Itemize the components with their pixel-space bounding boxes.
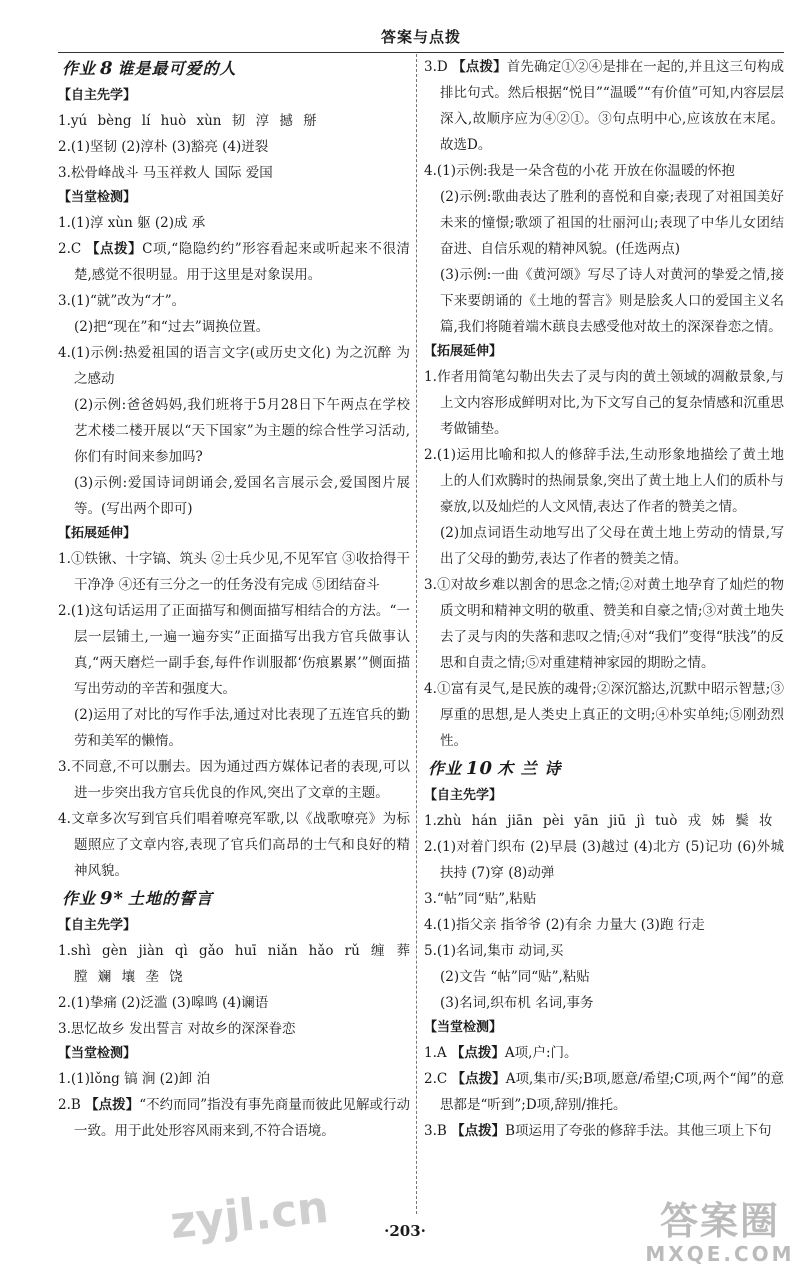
answer-line: 2.B 【点拨】“不约而同”指没有事先商量而彼此见解或行动一致。用于此处形容风雨来到,不符合语境。 (58, 1097, 410, 1139)
answer-line: (2)示例:爸爸妈妈,我们班将于5月28日下午两点在学校艺术楼二楼开展以“天下国家”为主题的综合性学习活动,你们有时间来参加吗? (74, 397, 410, 465)
answer-line: 2.(1)运用比喻和拟人的修辞手法,生动形象地描绘了黄土地上的人们欢腾时的热闹景象,突出了黄土地上人们的质朴与豪放,以及灿烂的人文风情,表达了作者的赞美之情。 (424, 447, 784, 515)
answer-line: (2)示例:歌曲表达了胜利的喜悦和自豪;表现了对祖国美好未来的憧憬;歌颂了祖国的壮丽河山;表现了中华儿女团结奋进、自信乐观的精神风貌。(任选两点) (440, 189, 784, 257)
section-heading: 【自主先学】 (58, 918, 137, 933)
answer-line: 1.yú bèng lí huò xùn 韧 淳 撼 掰 (58, 113, 317, 129)
answer-line: 1.zhù hán jiān pèi yān jiū jì tuò 戎 姊 鬓 妆 (424, 813, 773, 829)
section-heading: 【当堂检测】 (58, 1046, 137, 1061)
section-heading: 【自主先学】 (58, 88, 137, 103)
homework-9-title (62, 888, 410, 910)
answer-line: 1.shì gèn jiàn qì gǎo huī niǎn hǎo rǔ 缠 葬 膛 斓 壤 垄 饶 (58, 943, 410, 985)
section-heading: 【当堂检测】 (424, 1020, 503, 1035)
hint-tag: 【点拨】 (451, 1123, 506, 1139)
answer-line: 4.(1)指父亲 指爷爷 (2)有余 力量大 (3)跑 行走 (424, 917, 705, 933)
homework-9-label: 作业 (62, 889, 97, 908)
answer-line: 2.(1)挚痛 (2)泛滥 (3)嗥鸣 (4)谰语 (58, 995, 269, 1011)
answer-line: 3.松骨峰战斗 马玉祥救人 国际 爱国 (58, 165, 273, 181)
hint-tag: 【点拨】 (85, 1097, 140, 1113)
answer-line: 1.(1)淳 xùn 躯 (2)成 承 (58, 215, 206, 231)
answer-line: 3.B 【点拨】B项运用了夸张的修辞手法。其他三项上下句 (424, 1123, 772, 1139)
answer-line: 4.①富有灵气,是民族的魂骨;②深沉豁达,沉默中昭示智慧;③厚重的思想,是人类史上真正的文明;④朴实单纯;⑤刚劲烈性。 (424, 681, 784, 749)
answer-line: 3.不同意,不可以删去。因为通过西方媒体记者的表现,可以进一步突出我方官兵优良的作风,突出了文章的主题。 (58, 759, 410, 801)
answer-line: 1.A 【点拨】A项,户:门。 (424, 1045, 578, 1061)
answer-line: 3.①对故乡难以割舍的思念之情;②对黄土地孕育了灿烂的物质文明和精神文明的敬重、赞美和自豪之情;③对黄土地失去了灵与肉的失落和悲叹之情;④对“我们”变得“肤浅”的反思和自责之情;⑤对重建精神家园的期盼之情。 (424, 577, 784, 671)
answer-line: (3)名词,织布机 名词,事务 (440, 995, 594, 1011)
answer-line: (3)示例:爱国诗词朗诵会,爱国名言展示会,爱国图片展等。(写出两个即可) (74, 475, 410, 517)
answer-line: (2)运用了对比的写作手法,通过对比表现了五连官兵的勤劳和美军的懒惰。 (74, 707, 410, 749)
answer-line: 4.(1)示例:热爱祖国的语言文字(或历史文化) 为之沉醉 为之感动 (58, 345, 410, 387)
hint-tag: 【点拨】 (452, 59, 507, 75)
homework-8-label: 作业 (62, 59, 97, 78)
answer-line: 4.文章多次写到官兵们唱着嘹亮军歌,以《战歌嘹亮》为标题照应了文章内容,表现了官兵们高昂的士气和良好的精神风貌。 (58, 811, 410, 879)
answer-line: (2)把“现在”和“过去”调换位置。 (74, 319, 270, 335)
section-heading: 【拓展延伸】 (58, 526, 137, 541)
watermark-brand: 答案圈 (659, 1199, 780, 1243)
header-title: 答案与点拨 (380, 28, 461, 46)
answer-line: 1.(1)lǒng 镐 涧 (2)卸 泊 (58, 1071, 211, 1087)
answer-line: 3.“帖”同“贴”,粘贴 (424, 891, 537, 907)
watermark-logo (640, 1200, 800, 1272)
homework-8-number: 8 (100, 58, 114, 79)
homework-10-label: 作业 (428, 759, 463, 778)
answer-line: 2.C 【点拨】A项,集市/买;B项,愿意/希望;C项,两个“闻”的意思都是“听到”;D项,辞别/推托。 (424, 1071, 784, 1113)
answer-line: 1.作者用简笔勾勒出失去了灵与肉的黄土领域的凋敝景象,与上文内容形成鲜明对比,为下文写自己的复杂情感和沉重思考做铺垫。 (424, 369, 784, 437)
watermark-site: MXQE.COM (645, 1242, 795, 1266)
answer-line: (2)文告 “帖”同“贴”,粘贴 (440, 969, 590, 985)
column-divider (416, 54, 417, 1214)
answer-line: 2.(1)坚韧 (2)淳朴 (3)豁亮 (4)迸裂 (58, 139, 269, 155)
answer-line: (3)示例:一曲《黄河颂》写尽了诗人对黄河的挚爱之情,接下来要朗诵的《土地的誓言》则是脍炙人口的爱国主义名篇,我们将随着端木蕻良去感受他对故土的深深眷恋之情。 (440, 267, 784, 335)
watermark-stamp: zyjl.cn (167, 1181, 331, 1250)
answer-line: 5.(1)名词,集市 动词,买 (424, 943, 564, 959)
page-number: ·203· (384, 1222, 426, 1240)
homework-9-number: 9* (100, 888, 124, 909)
hint-tag: 【点拨】 (450, 1045, 505, 1061)
homework-10-title (428, 758, 784, 780)
page-header (58, 22, 784, 53)
hint-tag: 【点拨】 (86, 241, 143, 257)
hint-tag: 【点拨】 (451, 1071, 506, 1087)
right-column (424, 54, 784, 1214)
answer-line: 3.(1)“就”改为“才”。 (58, 293, 186, 309)
answer-line: (2)加点词语生动地写出了父母在黄土地上劳动的情景,写出了父母的勤劳,表达了作者的赞美之情。 (440, 525, 784, 567)
left-column (58, 54, 410, 1214)
homework-10-name: 木 兰 诗 (497, 759, 562, 778)
answer-line: 1.①铁锹、十字镐、筑头 ②士兵少见,不见军官 ③收拾得干干净净 ④还有三分之一的任务没有完成 ⑤团结奋斗 (58, 551, 410, 593)
answer-line: 2.(1)对着门织布 (2)早晨 (3)越过 (4)北方 (5)记功 (6)外城 扶持 (7)穿 (8)动弹 (424, 839, 784, 881)
homework-9-name: 土地的誓言 (127, 889, 213, 908)
section-heading: 【拓展延伸】 (424, 344, 503, 359)
answer-line: 2.(1)这句话运用了正面描写和侧面描写相结合的方法。“一层一层铺土,一遍一遍夯实”正面描写出我方官兵做事认真,“两天磨烂一副手套,每件作训服都‘伤痕累累’”侧面描写出劳动的辛苦和强度大。 (58, 603, 410, 697)
section-heading: 【当堂检测】 (58, 190, 137, 205)
homework-8-name: 谁是最可爱的人 (117, 59, 237, 78)
section-heading: 【自主先学】 (424, 788, 503, 803)
homework-8-title (62, 58, 410, 80)
answer-line: 4.(1)示例:我是一朵含苞的小花 开放在你温暖的怀抱 (424, 163, 735, 179)
answer-line: 3.思忆故乡 发出誓言 对故乡的深深眷恋 (58, 1021, 296, 1037)
answer-line: 3.D 【点拨】首先确定①②④是排在一起的,并且这三句构成排比句式。然后根据“悦目”“温暖”“有价值”可知,内容层层深入,故顺序应为④②①。③句点明中心,应该放在末尾。故选D。 (424, 59, 784, 153)
answer-line: 2.C 【点拨】C项,“隐隐约约”形容看起来或听起来不很清楚,感觉不很明显。用于这里是对象误用。 (58, 241, 410, 283)
homework-10-number: 10 (466, 758, 494, 779)
